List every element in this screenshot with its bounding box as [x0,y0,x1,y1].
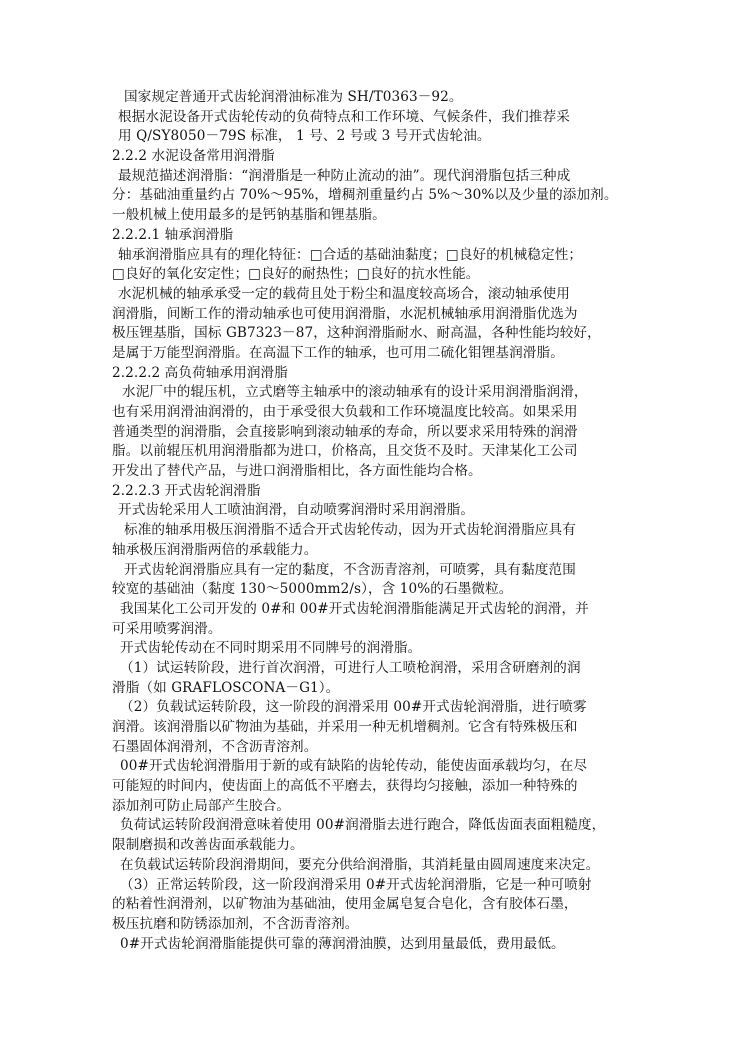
text-line: 添加剂可防止局部产生胶合。 [112,797,291,814]
text-line: 2.2.2 水泥设备常用润滑脂 [112,148,275,165]
text-line: （1）试运转阶段，进行首次润滑，可进行人工喷枪润滑，采用含研磨剂的润 [120,659,581,676]
text-line: 2.2.2.2 高负荷轴承用润滑脂 [112,364,288,381]
document-body [112,88,646,954]
text-line: 在负载试运转阶段润滑期间，要充分供给润滑脂，其消耗量由圆周速度来决定。 [120,856,600,873]
text-line: 国家规定普通开式齿轮润滑油标准为 SH/T0363－92。 [124,89,463,105]
text-line: 开式齿轮采用人工喷油润滑，自动喷雾润滑时采用润滑脂。 [118,502,475,519]
text-line: 开式齿轮传动在不同时期采用不同牌号的润滑脂。 [120,640,422,657]
text-line: （2）负载试运转阶段，这一阶段的润滑采用 00#开式齿轮润滑脂，进行喷雾 [120,699,587,716]
text-line: 分：基础油重量约占 70%～95%，增稠剂重量约占 5%～30%以及少量的添加剂。 [112,187,618,204]
text-line: 可能短的时间内，使齿面上的高低不平磨去，获得均匀接触，添加一种特殊的 [112,778,578,795]
text-line: 开式齿轮润滑脂应具有一定的黏度，不含沥青溶剂，可喷雾，具有黏度范围 [124,561,576,578]
text-line: 脂。以前辊压机用润滑脂都为进口，价格高，且交货不及时。天津某化工公司 [112,443,578,460]
text-line: 极压锂基脂，国标 GB7323－87，这种润滑脂耐水、耐高温，各种性能均较好， [112,325,601,342]
text-line: （3）正常运转阶段，这一阶段润滑采用 0#开式齿轮润滑脂，它是一种可喷射 [120,876,592,893]
text-line: 普通类型的润滑脂，会直接影响到滚动轴承的寿命，所以要求采用特殊的润滑 [112,423,578,440]
text-line: 的粘着性润滑剂，以矿物油为基础油，使用金属皂复合皂化，含有胶体石墨， [112,896,578,913]
text-line: 润滑脂，间断工作的滑动轴承也可使用润滑脂，水泥机械轴承用润滑脂优选为 [112,305,578,322]
text-line: 极压抗磨和防锈添加剂，不含沥青溶剂。 [112,915,359,932]
text-line: 我国某化工公司开发的 0#和 00#开式齿轮润滑脂能满足开式齿轮的润滑，并 [120,600,589,617]
text-line: □良好的氧化安定性；□良好的耐热性；□良好的抗水性能。 [112,266,480,283]
text-line: 轴承润滑脂应具有的理化特征：□合适的基础油黏度；□良好的机械稳定性； [118,246,583,263]
text-line: 负荷试运转阶段润滑意味着使用 00#润滑脂去进行跑合，降低齿面表面粗糙度， [120,817,606,834]
text-line: 也有采用润滑油润滑的，由于承受很大负载和工作环境温度比较高。如果采用 [112,404,578,420]
text-line: 轴承极压润滑脂两倍的承载能力。 [112,541,318,558]
text-line: 2.2.2.3 开式齿轮润滑脂 [112,482,261,499]
text-line: 标准的轴承用极压润滑脂不适合开式齿轮传动，因为开式齿轮润滑脂应具有 [124,522,576,539]
text-line: 润滑。该润滑脂以矿物油为基础，并采用一种无机增稠剂。它含有特殊极压和 [112,719,578,735]
text-line: 水泥机械的轴承承受一定的载荷且处于粉尘和温度较高场合，滚动轴承使用 [118,285,570,302]
text-line: 较宽的基础油（黏度 130～5000mm2/s），含 10%的石墨微粒。 [112,581,513,598]
text-line: 0#开式齿轮润滑脂能提供可靠的薄润滑油膜，达到用量最低，费用最低。 [120,935,565,952]
text-line: 是属于万能型润滑脂。在高温下工作的轴承，也可用二硫化钼锂基润滑脂。 [112,344,564,361]
text-line: 石墨固体润滑剂，不含沥青溶剂。 [112,738,318,755]
text-line: 开发出了替代产品，与进口润滑脂相比，各方面性能均合格。 [112,463,482,480]
text-line: 限制磨损和改善齿面承载能力。 [112,837,304,854]
text-line: 水泥厂中的辊压机，立式磨等主轴承中的滚动轴承有的设计采用润滑脂润滑， [122,384,588,401]
text-line: 可采用喷雾润滑。 [112,620,222,637]
text-line: 00#开式齿轮润滑脂用于新的或有缺陷的齿轮传动，能使齿面承载均匀，在尽 [120,758,588,775]
text-line: 2.2.2.1 轴承润滑脂 [112,226,234,243]
text-line: 滑脂（如 GRAFLOSCONA－G1）。 [112,679,340,696]
text-line: 用 Q/SY8050－79S 标准， 1 号、2 号或 3 号开式齿轮油。 [118,128,491,145]
text-line: 根据水泥设备开式齿轮传动的负荷特点和工作环境、气候条件，我们推荐采 [118,108,570,125]
text-line: 一般机械上使用最多的是钙钠基脂和锂基脂。 [112,207,386,224]
text-line: 最规范描述润滑脂：“润滑脂是一种防止流动的油”。现代润滑脂包括三种成 [118,167,571,184]
